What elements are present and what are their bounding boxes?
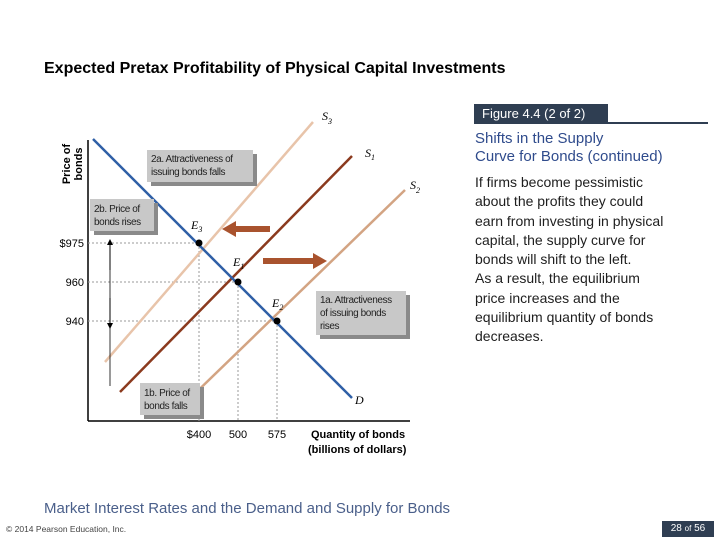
page-total: 56 <box>694 523 706 534</box>
point-label-e2: $E_2$ <box>272 296 284 312</box>
slide-title: Expected Pretax Profitability of Physical Capital Investments <box>44 60 506 77</box>
y-tick-label: 940 <box>65 316 84 328</box>
copyright-notice: © 2014 Pearson Education, Inc. <box>6 524 127 534</box>
equilibrium-point-e3 <box>196 240 203 247</box>
equilibrium-point-e2 <box>274 318 281 325</box>
explanation-line: If firms become pessimistic <box>475 174 644 190</box>
x-tick-label: 500 <box>228 429 248 441</box>
subhead-line: Shifts in the Supply <box>475 130 604 147</box>
shift-right-arrow <box>263 253 327 269</box>
annotation-text: bonds rises <box>94 217 141 228</box>
explanation-line: decreases. <box>475 328 544 345</box>
annotation-text: 1b. Price of <box>144 388 190 399</box>
curve-label-s1: $S_1$ <box>365 146 375 162</box>
explanation-line: price increases and the <box>475 289 620 306</box>
annotation-text: of issuing bonds <box>320 308 386 319</box>
curve-label-d: D <box>355 393 364 407</box>
figure-tab: Figure 4.4 (2 of 2) <box>474 104 608 123</box>
annotation-2b <box>90 199 158 235</box>
y-axis-title-line: bonds <box>73 147 85 181</box>
annotation-text: 2a. Attractiveness of <box>151 154 233 165</box>
subhead-line: Curve for Bonds (continued) <box>475 148 663 165</box>
annotation-1b <box>140 383 204 419</box>
annotation-2a <box>147 150 257 186</box>
curve-label-s2: $S_2$ <box>410 178 420 195</box>
explanation-line: bonds will shift to the left. <box>475 251 632 268</box>
page-of: of <box>684 524 692 533</box>
shift-left-arrow <box>222 221 270 237</box>
annotation-text: 2b. Price of <box>94 204 140 215</box>
explanation-line: equilibrium quantity of bonds <box>475 309 654 326</box>
annotation-text: 1a. Attractiveness <box>320 295 392 306</box>
curve-label-s3: $S_3$ <box>322 109 332 126</box>
annotation-text: bonds falls <box>144 401 188 412</box>
y-axis-title <box>61 143 85 184</box>
explanation-line: about the profits they could <box>475 193 644 210</box>
x-tick-label: $400 <box>186 429 212 441</box>
annotation-text: issuing bonds falls <box>151 167 226 178</box>
annotation-1a <box>316 291 410 339</box>
page-current: 28 <box>670 523 682 534</box>
y-tick-label: $975 <box>59 238 84 250</box>
x-axis-title-line: (billions of dollars) <box>308 444 407 456</box>
footer-title: Market Interest Rates and the Demand and Supply for Bonds <box>44 500 451 517</box>
y-tick-label: 960 <box>65 277 84 289</box>
x-tick-label: 575 <box>267 429 287 441</box>
explanation-line: earn from investing in physical <box>475 212 664 229</box>
x-axis-title-line: Quantity of bonds <box>311 429 406 441</box>
point-label-e1: $E_1$ <box>233 255 245 271</box>
y-axis-title-line: Price of <box>61 143 73 185</box>
point-label-e3: $E_3$ <box>191 218 203 234</box>
explanation-line: capital, the supply curve for <box>475 231 646 248</box>
equilibrium-point-e1 <box>235 279 242 286</box>
page-number <box>662 521 714 537</box>
annotation-text: rises <box>320 321 340 332</box>
explanation-line: As a result, the equilibrium <box>475 270 640 287</box>
